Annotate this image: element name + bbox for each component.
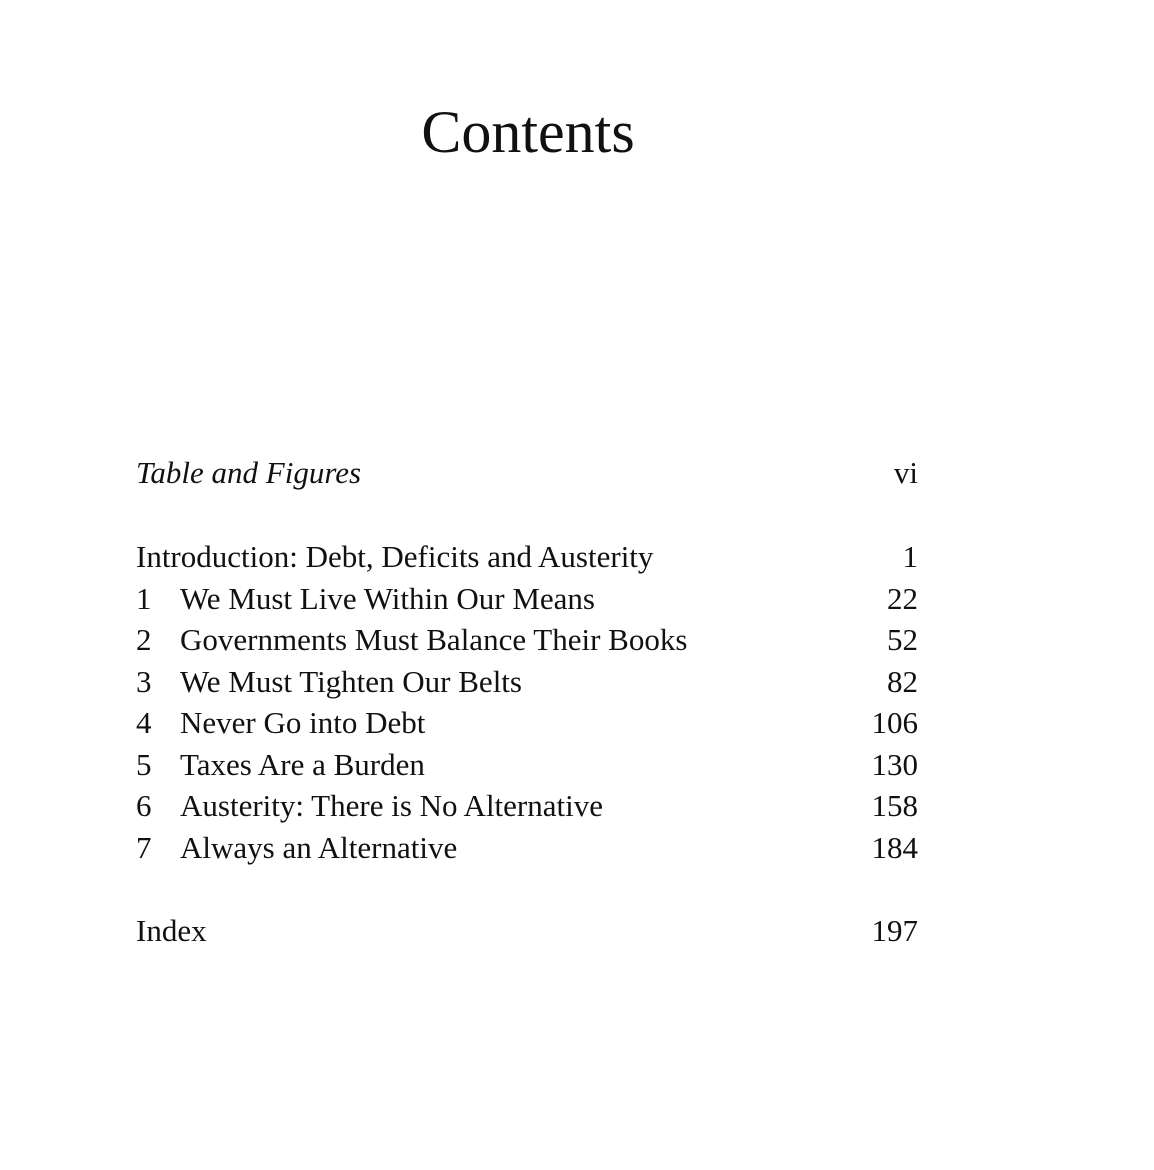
chapter-number: 6 xyxy=(136,788,152,823)
toc-entry-page-number: 82 xyxy=(887,663,918,699)
toc-entry-chapter-5[interactable] xyxy=(136,744,918,786)
toc-entry-introduction[interactable] xyxy=(136,536,918,578)
toc-entry-page-number: 197 xyxy=(871,913,918,948)
toc-entry-page-number: 184 xyxy=(871,829,918,865)
toc-entry-label: Never Go into Debt xyxy=(180,705,426,740)
toc-entry-page-number: 130 xyxy=(871,746,918,782)
page-title: Contents xyxy=(421,99,635,165)
toc-entry-label: Always an Alternative xyxy=(180,829,458,865)
toc-entry-page-number: 158 xyxy=(871,788,918,823)
toc-entry-label: Governments Must Balance Their Books xyxy=(180,622,688,657)
toc-entry-table-and-figures[interactable] xyxy=(136,452,918,494)
chapter-number: 7 xyxy=(136,829,152,865)
toc-back-matter xyxy=(136,910,918,952)
toc-entry-chapter-2[interactable] xyxy=(136,619,918,661)
chapter-number: 3 xyxy=(136,663,152,699)
toc-entry-page-number: 106 xyxy=(871,705,918,740)
toc-entry-chapter-1[interactable] xyxy=(136,578,918,620)
toc-entry-chapter-4[interactable] xyxy=(136,702,918,744)
toc-front-matter xyxy=(136,452,918,494)
toc-entry-index[interactable] xyxy=(136,910,918,952)
toc-entry-label: Table and Figures xyxy=(136,455,362,490)
toc-entry-label: Taxes Are a Burden xyxy=(180,746,425,782)
toc-entry-chapter-3[interactable] xyxy=(136,661,918,703)
toc-entry-page-number: 52 xyxy=(887,622,918,657)
toc-entry-label: We Must Live Within Our Means xyxy=(180,580,595,616)
chapter-number: 2 xyxy=(136,622,152,657)
toc-entry-label: We Must Tighten Our Belts xyxy=(180,663,522,699)
chapter-number: 5 xyxy=(136,746,152,782)
toc-entry-page-number: 22 xyxy=(887,580,918,616)
toc-entry-chapter-7[interactable] xyxy=(136,827,918,869)
toc-entry-label: Index xyxy=(136,913,207,948)
toc-entry-page-number: vi xyxy=(893,455,918,490)
toc-entry-label: Austerity: There is No Alternative xyxy=(180,788,603,823)
toc-entry-chapter-6[interactable] xyxy=(136,785,918,827)
toc-entry-page-number: 1 xyxy=(902,539,918,574)
toc-chapters xyxy=(136,536,918,868)
toc-entry-label: Introduction: Debt, Deficits and Austerity xyxy=(136,539,654,574)
chapter-number: 1 xyxy=(136,580,152,616)
chapter-number: 4 xyxy=(136,705,152,740)
